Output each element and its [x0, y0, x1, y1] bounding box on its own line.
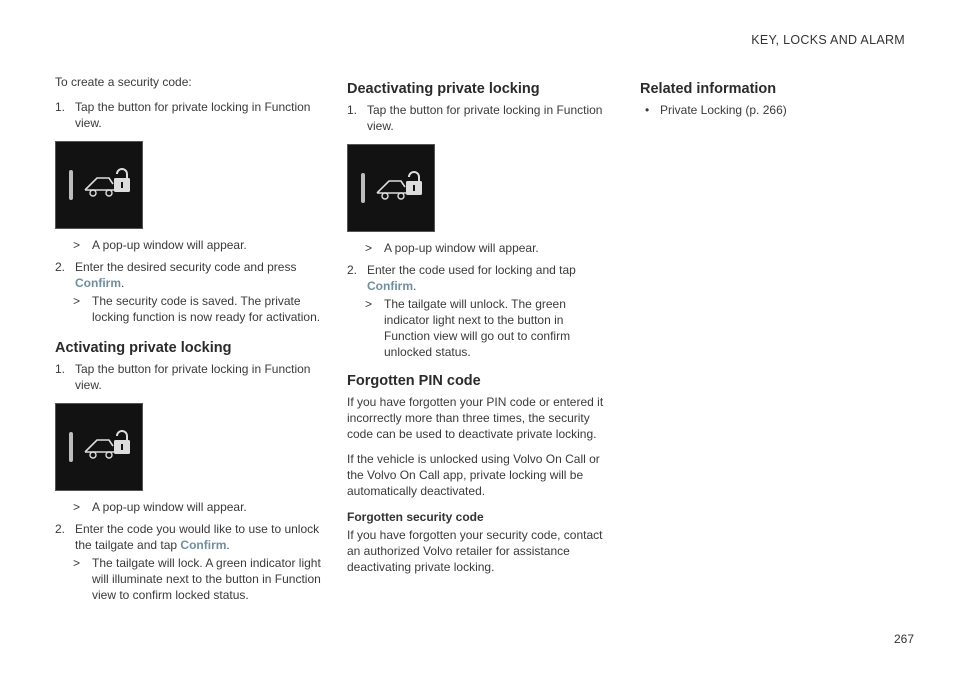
forgotten-security-heading: Forgotten security code [347, 510, 484, 524]
indicator-bar [69, 432, 73, 462]
column-2 [347, 80, 609, 584]
tailgate-lock-icon [83, 426, 133, 466]
column-3 [640, 80, 900, 118]
create-result-2: > The security code is saved. The private locking function is now ready for activation. [73, 294, 321, 324]
column-1 [55, 74, 325, 607]
confirm-label: Confirm [180, 538, 227, 552]
private-locking-button-image [55, 403, 143, 491]
deactivating-heading: Deactivating private locking [347, 81, 540, 97]
activating-heading: Activating private locking [55, 340, 232, 356]
deactivate-step-1: 1. Tap the button for private locking in Function view. [347, 103, 603, 133]
bullet-icon: • [645, 103, 650, 117]
confirm-label: Confirm [367, 279, 413, 293]
tailgate-lock-icon [375, 167, 425, 207]
indicator-bar [69, 170, 73, 200]
page-number: 267 [893, 632, 914, 646]
deactivate-step-2: 2. Enter the code used for locking and tap Confirm. [347, 263, 576, 293]
related-information-heading: Related information [640, 81, 777, 97]
activate-step-1: 1. Tap the button for private locking in Function view. [55, 362, 311, 392]
related-link-item[interactable] [640, 102, 900, 118]
create-result-1: > A pop-up window will appear. [73, 238, 247, 252]
intro-text: To create a security code: [55, 75, 192, 89]
activate-step-2: 2. Enter the code you would like to use to unlock the tailgate and tap Confirm. [55, 522, 320, 552]
indicator-bar [361, 173, 365, 203]
forgotten-pin-para-1: If you have forgotten your PIN code or entered it incorrectly more than three times, the security code can be used to deactivate private locking. [347, 395, 604, 441]
running-header: KEY, LOCKS AND ALARM [751, 33, 905, 47]
forgotten-security-para: If you have forgotten your security code, contact an authorized Volvo retailer for assistance deactivating private locking. [347, 528, 603, 574]
private-locking-button-image [55, 141, 143, 229]
create-step-2: 2. Enter the desired security code and press Confirm. [55, 260, 297, 290]
create-step-1: 1. Tap the button for private locking in Function view. [55, 100, 311, 130]
private-locking-link[interactable]: Private Locking (p. 266) [660, 103, 787, 117]
confirm-label: Confirm [75, 276, 121, 290]
tailgate-lock-icon [83, 164, 133, 204]
private-locking-button-image [347, 144, 435, 232]
activate-result-1: > A pop-up window will appear. [73, 500, 247, 514]
activate-result-2: > The tailgate will lock. A green indicator light will illuminate next to the button in Function view to confirm locked status. [73, 556, 321, 602]
forgotten-pin-para-2: If the vehicle is unlocked using Volvo On Call or the Volvo On Call app, private locking will be automatically deactivated. [347, 452, 600, 498]
deactivate-result-2: > The tailgate will unlock. The green indicator light next to the button in Function view will go out to confirm unlocked status. [365, 297, 571, 359]
forgotten-pin-heading: Forgotten PIN code [347, 373, 481, 389]
deactivate-result-1: > A pop-up window will appear. [365, 241, 539, 255]
